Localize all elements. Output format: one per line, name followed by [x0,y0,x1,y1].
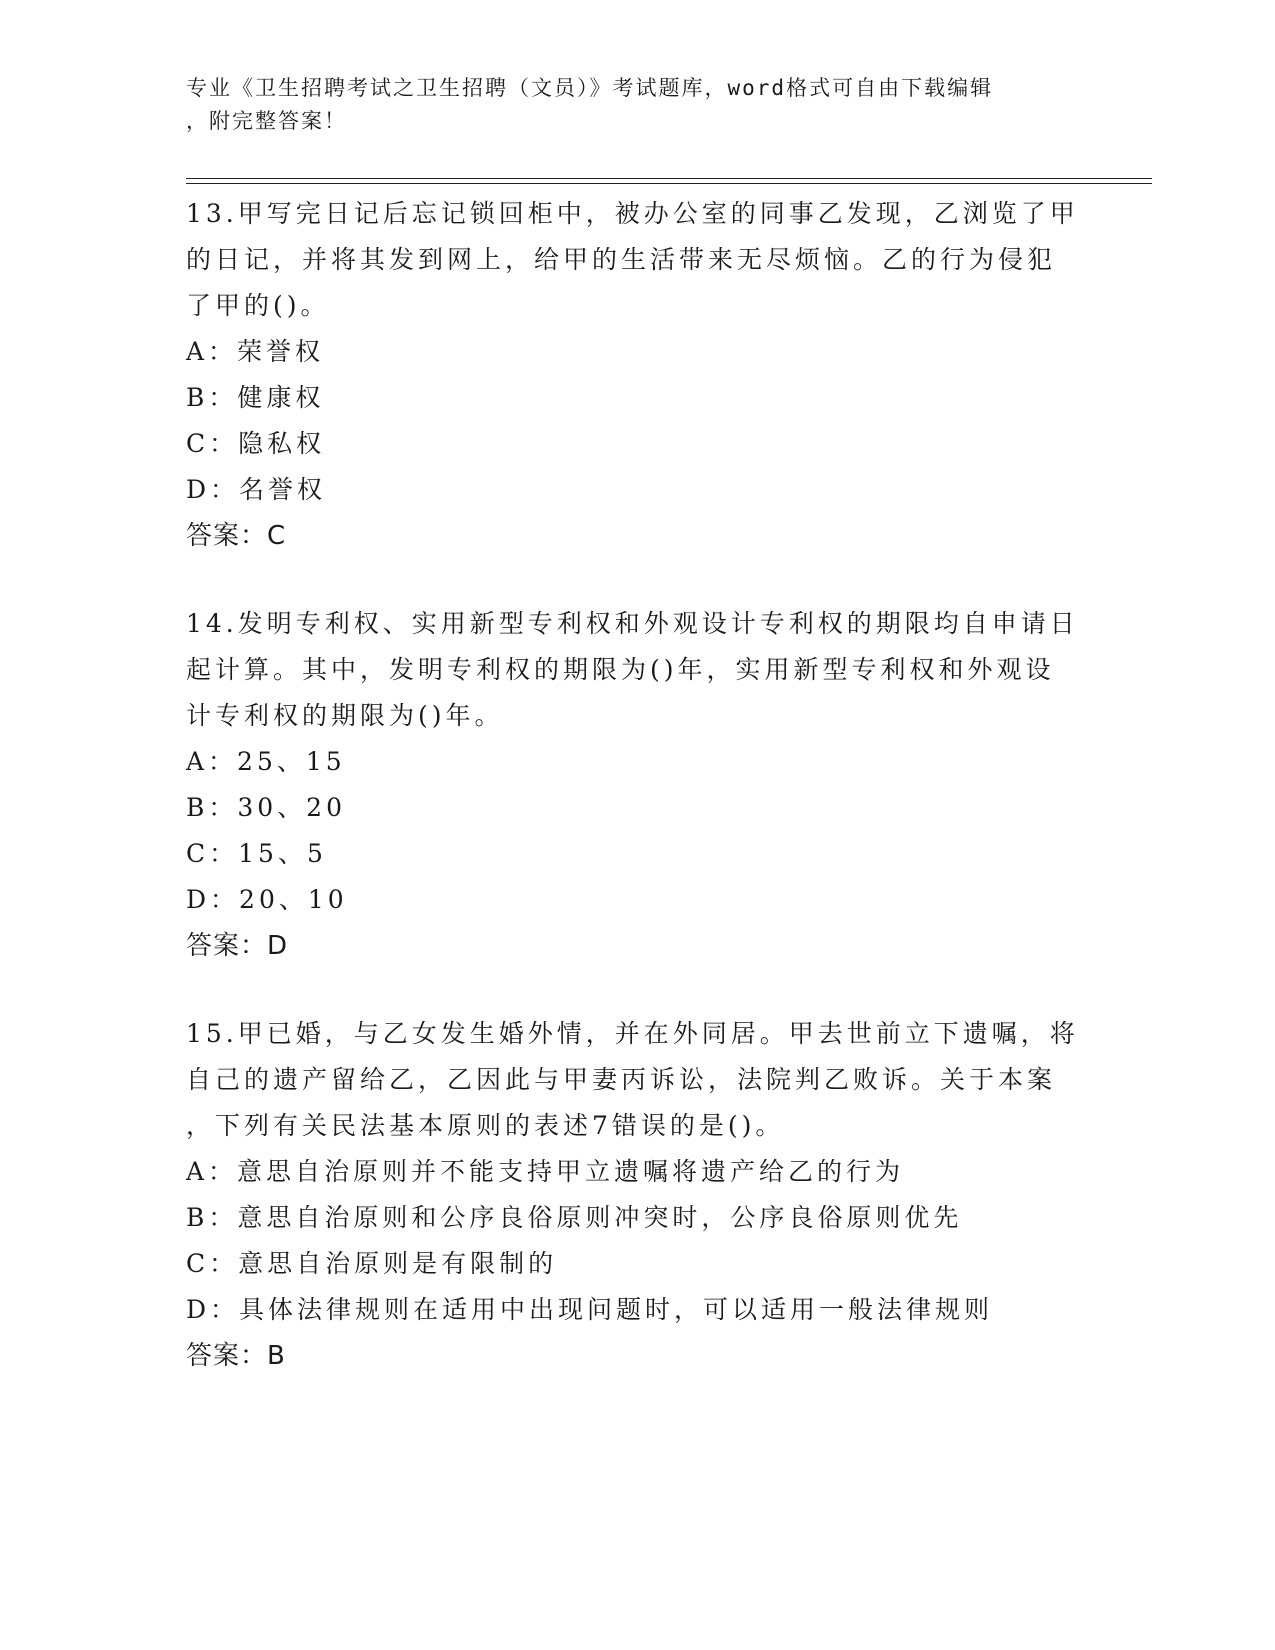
question-stem-line: 起计算。其中，发明专利权的期限为()年，实用新型专利权和外观设 [186,655,1055,684]
option-a: A：25、15 [186,747,346,776]
option-c: C：意思自治原则是有限制的 [186,1249,558,1278]
option-d: D：具体法律规则在适用中出现问题时，可以适用一般法律规则 [186,1295,994,1324]
question-stem-line: 的日记，并将其发到网上，给甲的生活带来无尽烦恼。乙的行为侵犯 [186,245,1057,274]
answer-line: 答案：C [186,521,287,551]
option-a: A：意思自治原则并不能支持甲立遗嘱将遗产给乙的行为 [186,1157,905,1186]
header-divider-bottom [186,183,1152,184]
header-line-2: ，附完整答案！ [186,109,347,133]
answer-line: 答案：B [186,1341,286,1371]
option-a: A：荣誉权 [186,337,325,366]
question-stem-line: ，下列有关民法基本原则的表述7错误的是()。 [186,1111,785,1140]
question-13 [186,191,1086,559]
option-b: B：意思自治原则和公序良俗原则冲突时，公序良俗原则优先 [186,1203,963,1232]
answer-line: 答案：D [186,931,289,961]
question-stem-line: 14.发明专利权、实用新型专利权和外观设计专利权的期限均自申请日 [186,609,1079,638]
option-d: D：名誉权 [186,475,327,504]
question-stem-line: 计专利权的期限为()年。 [186,701,504,730]
document-header [186,72,1066,138]
question-14 [186,601,1086,969]
option-b: B：30、20 [186,793,346,822]
question-stem-line: 自己的遗产留给乙，乙因此与甲妻丙诉讼，法院判乙败诉。关于本案 [186,1065,1057,1094]
option-d: D：20、10 [186,885,348,914]
option-b: B：健康权 [186,383,325,412]
question-stem-line: 15.甲已婚，与乙女发生婚外情，并在外同居。甲去世前立下遗嘱，将 [186,1019,1079,1048]
option-c: C：隐私权 [186,429,326,458]
question-stem-line: 13.甲写完日记后忘记锁回柜中，被办公室的同事乙发现，乙浏览了甲 [186,199,1079,228]
header-line-1: 专业《卫生招聘考试之卫生招聘（文员）》考试题库，word格式可自由下载编辑 [186,76,994,100]
question-stem-line: 了甲的()。 [186,291,330,320]
question-15 [186,1011,1086,1379]
header-divider-top [186,178,1152,179]
option-c: C：15、5 [186,839,327,868]
